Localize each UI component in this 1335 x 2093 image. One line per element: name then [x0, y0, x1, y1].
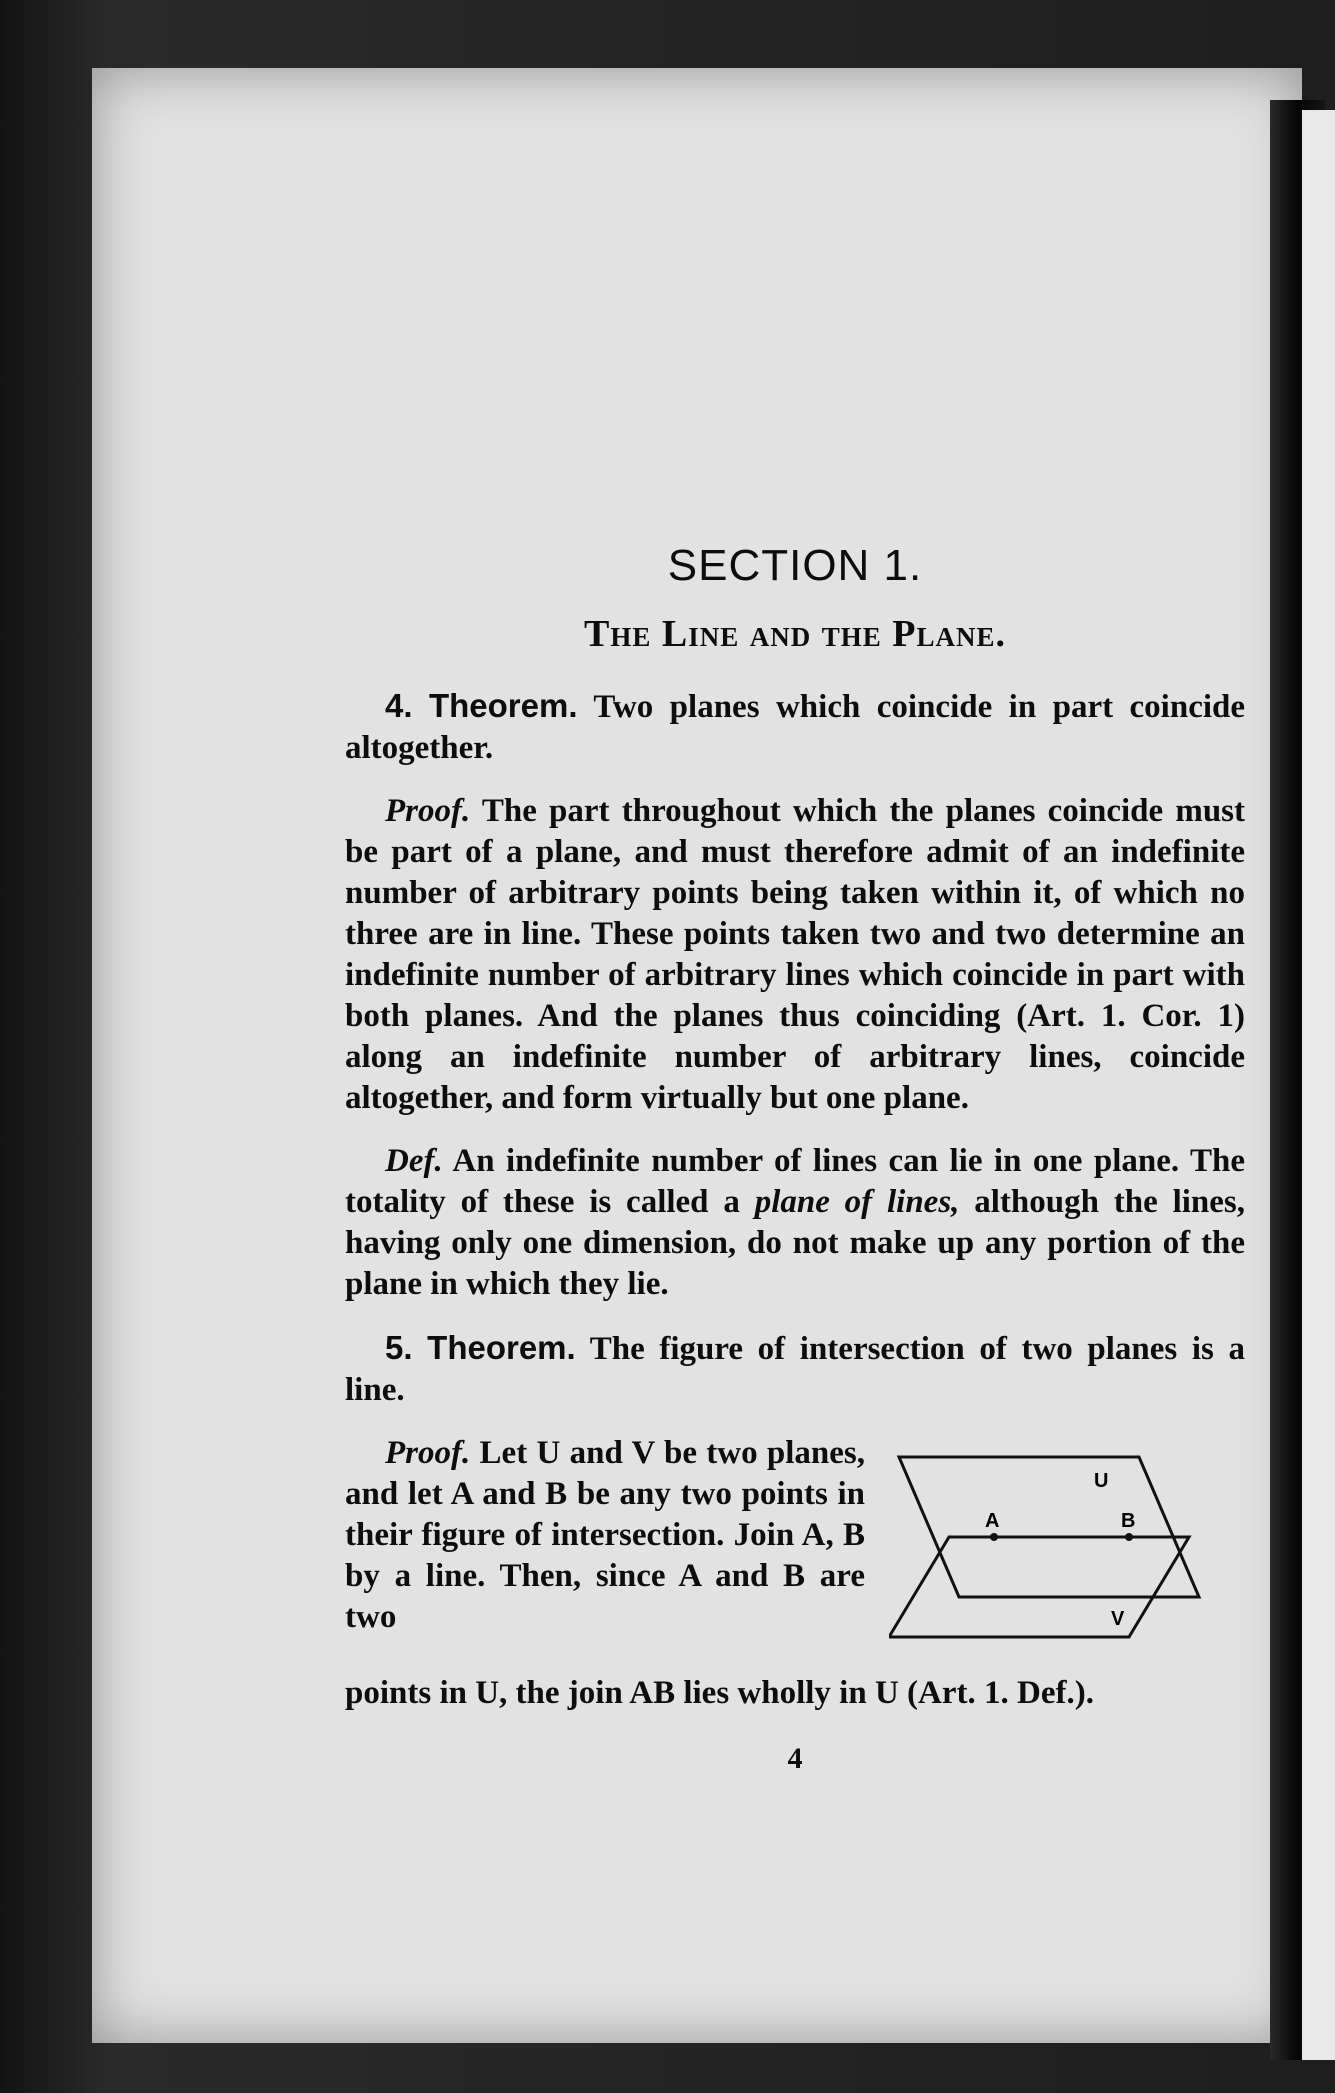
proof-4-label: Proof.	[385, 793, 471, 829]
theorem-5-number: 5.	[385, 1329, 413, 1366]
label-b: B	[1121, 1510, 1136, 1532]
definition	[345, 1141, 1245, 1305]
proof-5-label: Proof.	[385, 1435, 471, 1471]
theorem-4-label: Theorem.	[428, 687, 578, 724]
definition-term: plane of lines,	[754, 1184, 960, 1220]
proof-5-text: Let U and V be two planes, and let A and B be any two points in their figure of intersection. Join A, B by a line. Then, since A and B are two	[345, 1435, 866, 1635]
definition-text-before: An indefinite number of lines can lie in one plane. The totality of these is called a	[345, 1143, 1245, 1220]
theorem-5-text: The figure of intersection of two planes is a line.	[345, 1331, 1246, 1408]
section-heading: SECTION 1.	[667, 541, 923, 590]
page-number: 4	[787, 1742, 803, 1775]
section-subtitle: The Line and the Plane.	[584, 613, 1006, 655]
plane-u	[899, 1457, 1199, 1597]
label-u: U	[1094, 1470, 1109, 1492]
theorem-5-label: Theorem.	[427, 1329, 576, 1366]
theorem-5	[345, 1327, 1245, 1411]
point-b	[1125, 1533, 1133, 1541]
page-content	[345, 541, 1246, 1779]
next-page-edge	[1302, 110, 1335, 2060]
theorem-4	[345, 685, 1245, 769]
theorem-4-text: Two planes which coincide in part coincide altogether.	[345, 689, 1246, 766]
definition-text-after: although the lines, having only one dimension, do not make up any portion of the plane in which they lie.	[345, 1184, 1246, 1302]
proof-4-text: The part throughout which the planes coincide must be part of a plane, and must therefore admit of an indefinite number of arbitrary points being taken within it, of which no three are in line. These points taken two and two determine an indefinite number of arbitrary lines which coincide in part with both planes. And the planes thus coinciding (Art. 1. Cor. 1) along an indefinite number of arbitrary lines, coincide altogether, and form virtually but one plane.	[345, 793, 1246, 1116]
definition-label: Def.	[385, 1143, 443, 1179]
intersecting-planes-figure	[889, 1447, 1229, 1677]
proof-5-continuation: points in U, the join AB lies wholly in U (Art. 1. Def.).	[345, 1675, 1094, 1711]
proof-4	[345, 791, 1245, 1119]
label-a: A	[985, 1510, 1000, 1532]
proof-5	[345, 1433, 865, 1638]
point-a	[990, 1533, 998, 1541]
plane-v	[889, 1537, 1189, 1637]
label-v: V	[1111, 1608, 1125, 1630]
theorem-4-number: 4.	[385, 687, 413, 724]
proof-5-with-figure	[345, 1433, 1245, 1677]
